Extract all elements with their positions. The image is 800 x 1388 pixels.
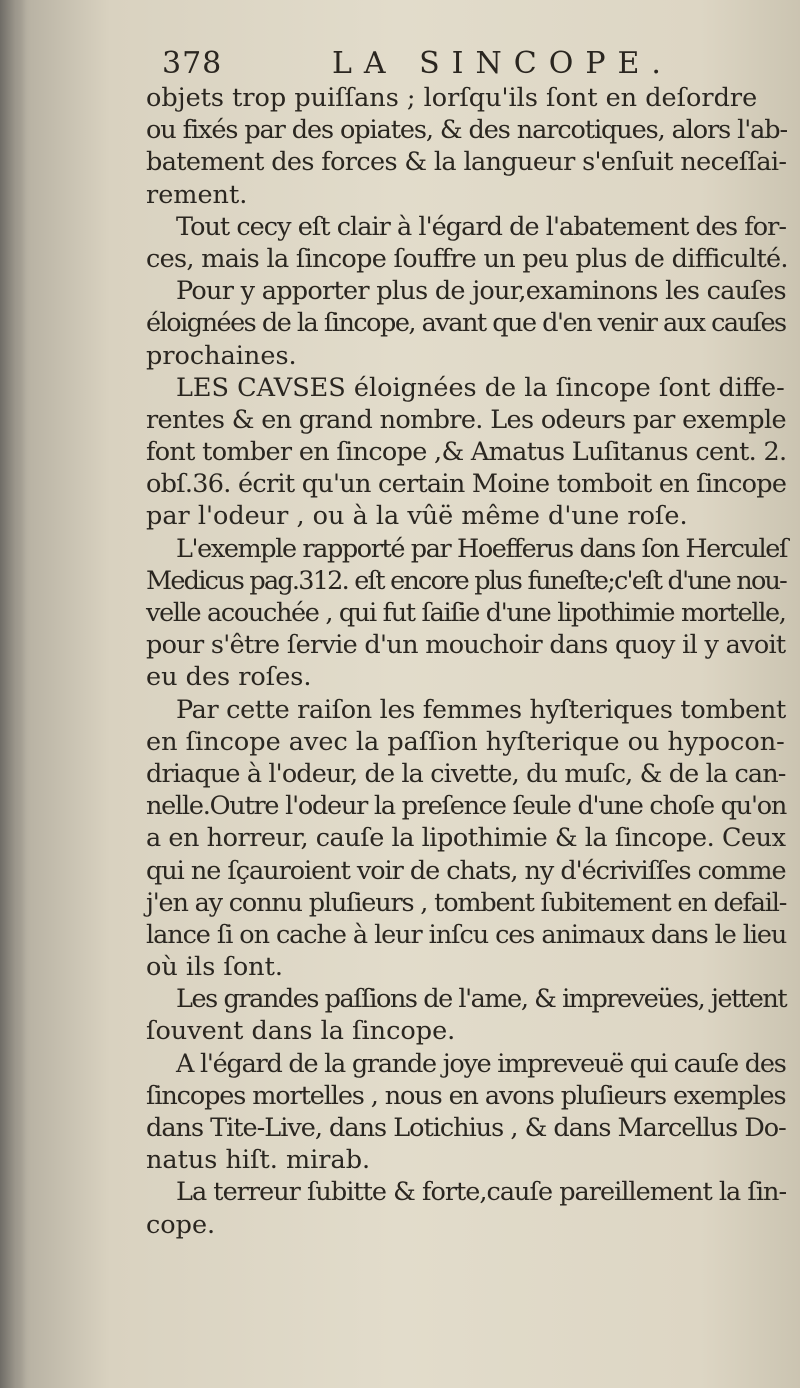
text-line: obſ.36. écrit qu'un certain Moine tomboit en ſincope — [146, 469, 787, 500]
text-line: lance ſi on cache à leur inſcu ces animaux dans le lieu — [146, 919, 787, 950]
text-line: pour s'être ſervie d'un mouchoir dans quoy il y avoit — [146, 630, 786, 661]
text-line: objets trop puiſſans ; lorſqu'ils ſont en deſordre — [146, 83, 758, 113]
text-line: rentes & en grand nombre. Les odeurs par exemple — [146, 404, 786, 435]
text-line: batement des forces & la langueur s'enſuit neceſſai- — [146, 147, 787, 178]
text-line: LES CAVSES éloignées de la ſincope ſont diffe- — [176, 372, 785, 403]
text-line: a en horreur, cauſe la lipothimie & la ſincope. Ceux — [146, 823, 786, 854]
text-line: Medicus pag.312. eſt encore plus funeſte;c'eſt d'une nou- — [146, 565, 787, 596]
text-line: en ſincope avec la paſſion hyſterique ou hypocon- — [146, 726, 785, 757]
text-line: ces, mais la ſincope ſouffre un peu plus de difficulté. — [146, 243, 788, 274]
text-line: La terreur ſubitte & forte,cauſe pareillement la ſin- — [176, 1177, 787, 1208]
text-line: cope. — [146, 1209, 216, 1240]
text-line: natus hiſt. mirab. — [146, 1145, 371, 1176]
text-line: rement. — [146, 179, 248, 210]
text-line: par l'odeur , ou à la vûë même d'une roſe. — [146, 501, 688, 532]
page-number: 378 — [162, 46, 223, 81]
text-line: dans Tite-Live, dans Lotichius , & dans Marcellus Do- — [146, 1113, 786, 1143]
text-line: eu des roſes. — [146, 662, 312, 693]
binding-shadow — [0, 0, 26, 1388]
text-line: Pour y apporter plus de jour,examinons les cauſes — [176, 276, 786, 307]
text-line: Tout cecy eſt clair à l'égard de l'abatement des for- — [176, 211, 787, 242]
text-line: A l'égard de la grande joye impreveuë qui cauſe des — [176, 1048, 786, 1079]
running-title: LA SINCOPE. — [332, 46, 673, 81]
text-line: Les grandes paſſions de l'ame, & impreveües, jettent — [176, 984, 787, 1015]
text-line: éloignées de la ſincope, avant que d'en venir aux cauſes — [146, 308, 786, 339]
text-line: velle acouchée , qui fut ſaiſie d'une lipothimie mortelle, — [146, 598, 786, 628]
text-line: où ils ſont. — [146, 952, 283, 983]
text-line: driaque à l'odeur, de la civette, du muſc, & de la can- — [146, 758, 786, 789]
body-text — [146, 82, 786, 1241]
text-line: L'exemple rapporté par Hoefferus dans ſon Herculeſ — [176, 533, 788, 564]
text-line: nelle.Outre l'odeur la preſence ſeule d'une choſe qu'on — [146, 791, 787, 822]
text-line: qui ne ſçauroient voir de chats, ny d'écriviſſes comme — [146, 855, 786, 886]
text-line: ou fixés par des opiates, & des narcotiques, alors l'ab- — [146, 115, 788, 146]
text-line: j'en ay connu pluſieurs , tombent ſubitement en defail- — [146, 887, 787, 918]
text-line: Par cette raiſon les femmes hyſteriques tombent — [176, 694, 786, 725]
text-line: ſouvent dans la ſincope. — [146, 1016, 456, 1047]
text-line: ſincopes mortelles , nous en avons pluſieurs exemples — [146, 1080, 786, 1111]
text-line: prochaines. — [146, 340, 297, 371]
text-line: font tomber en ſincope ,& Amatus Luſitanus cent. 2. — [146, 437, 787, 468]
